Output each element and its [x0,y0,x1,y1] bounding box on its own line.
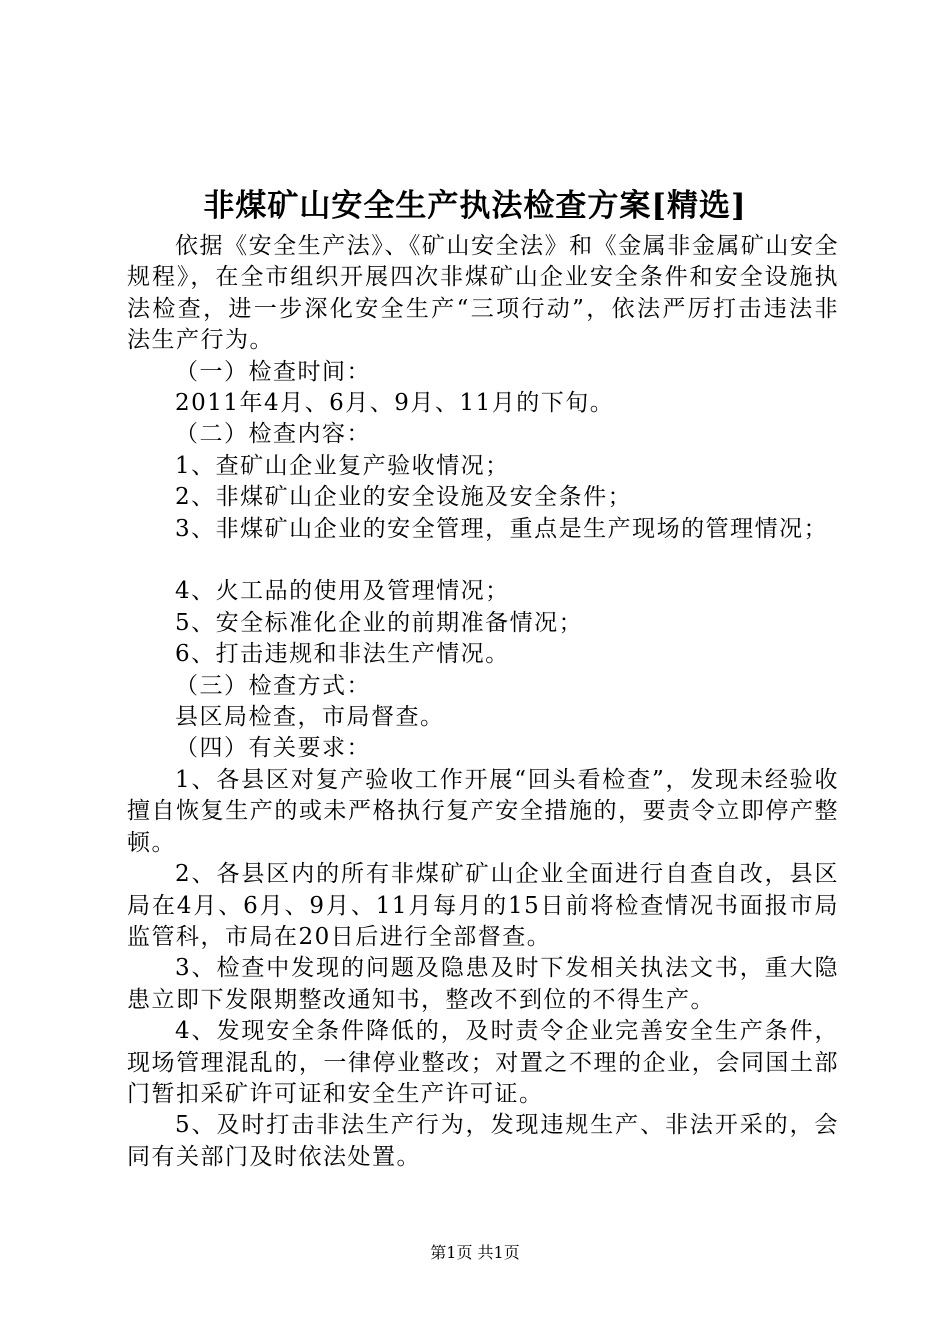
list-item-content-6: 6、打击违规和非法生产情况。 [175,641,510,668]
page-number-footer: 第1页 共1页 [430,1243,520,1262]
list-item-requirement-4: 4、发现安全条件降低的，及时责令企业完善安全生产条件，现场管理混乱的，一律停业整改；对置之不理的企业，会同国土部门暂扣采矿许可证和安全生产许可证。 [127,1018,839,1107]
document-body [127,231,839,1173]
document-title: 非煤矿山安全生产执法检查方案[精选] [203,188,747,224]
section-heading-method: （三）检查方式： [175,672,371,699]
list-item-content-3: 3、非煤矿山企业的安全管理，重点是生产现场的管理情况； [175,515,829,542]
section-heading-requirements: （四）有关要求： [175,735,371,762]
paragraph-method: 县区局检查，市局督查。 [175,704,445,731]
list-item-requirement-1: 1、各县区对复产验收工作开展“回头看检查”，发现未经验收擅自恢复生产的或未严格执行复产安全措施的，要责令立即停产整顿。 [127,766,839,856]
list-item-requirement-5: 5、及时打击非法生产行为，发现违规生产、非法开采的，会同有关部门及时依法处置。 [127,1112,839,1170]
list-item-content-5: 5、安全标准化企业的前期准备情况； [175,609,584,636]
list-item-content-1: 1、查矿山企业复产验收情况； [175,452,510,479]
blank-line [127,545,839,576]
paragraph-time: 2011年4月、6月、9月、11月的下旬。 [175,390,615,417]
paragraph-intro: 依据《安全生产法》、《矿山安全法》和《金属非金属矿山安全规程》，在全市组织开展四次非煤矿山企业安全条件和安全设施执法检查，进一步深化安全生产“三项行动”，依法严厉打击违法非法生产行为。 [127,233,839,354]
section-heading-content: （二）检查内容： [175,421,371,448]
section-heading-time: （一）检查时间： [175,358,371,385]
list-item-content-4: 4、火工品的使用及管理情况； [175,578,510,605]
list-item-content-2: 2、非煤矿山企业的安全设施及安全条件； [175,484,633,511]
list-item-requirement-2: 2、各县区内的所有非煤矿矿山企业全面进行自查自改，县区局在4月、6月、9月、11月每月的15日前将检查情况书面报市局监管科，市局在20日后进行全部督查。 [127,861,839,950]
list-item-requirement-3: 3、检查中发现的问题及隐患及时下发相关执法文书，重大隐患立即下发限期整改通知书，整改不到位的不得生产。 [127,955,839,1013]
